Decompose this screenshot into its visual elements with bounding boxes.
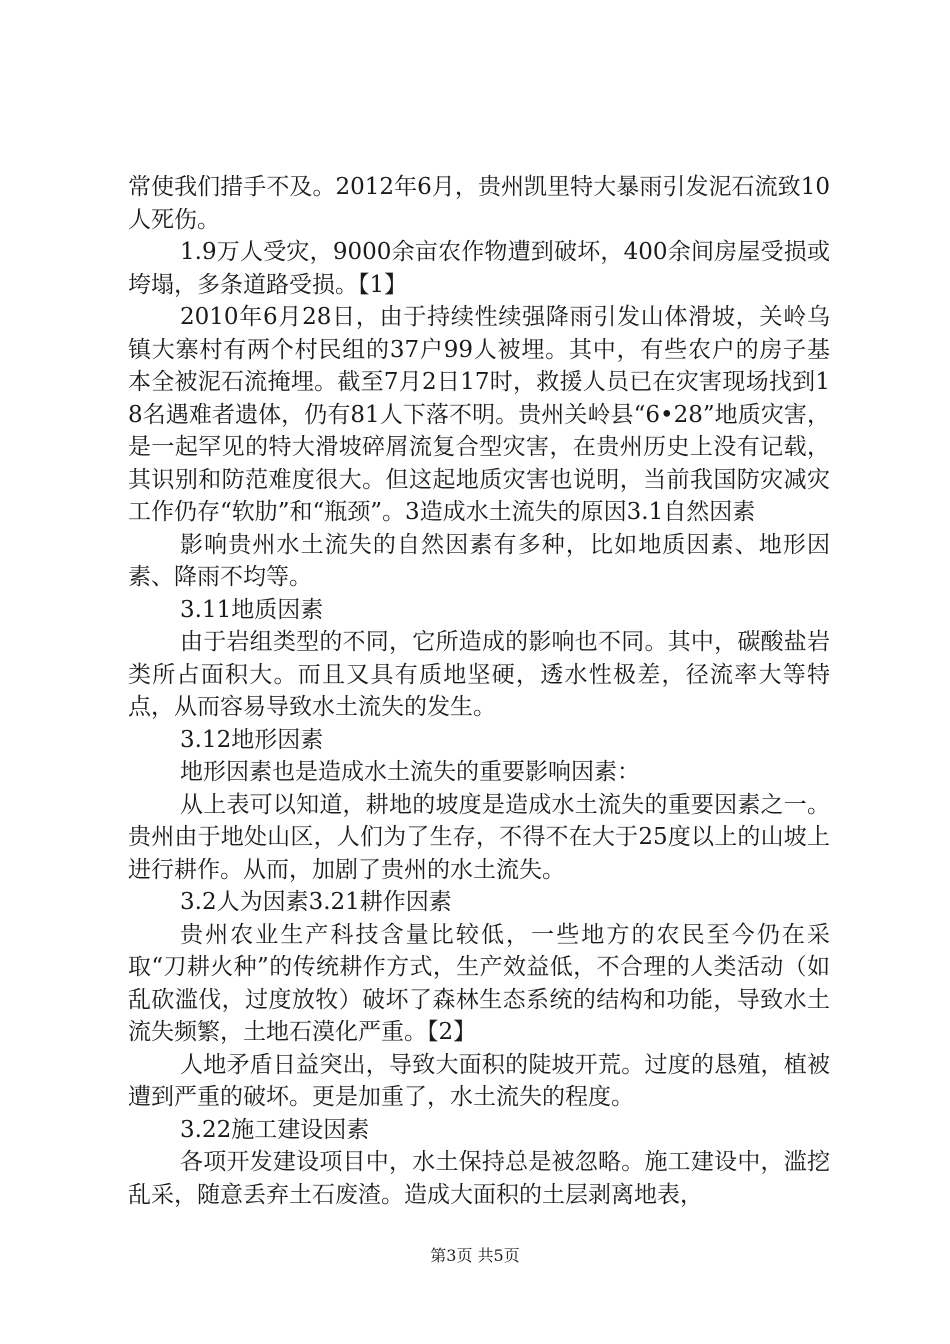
paragraph-1: 常使我们措手不及。2012年6月，贵州凯里特大暴雨引发泥石流致10人死伤。 (128, 174, 830, 233)
paragraph-6: 地形因素也是造成水土流失的重要影响因素： (180, 759, 640, 785)
paragraph-7: 从上表可以知道，耕地的坡度是造成水土流失的重要因素之一。贵州由于地处山区，人们为了生存，不得不在大于25度以上的山坡上进行耕作。从而，加剧了贵州的水土流失。 (128, 791, 830, 883)
paragraph-3: 2010年6月28日，由于持续性续强降雨引发山体滑坡，关岭乌镇大寨村有两个村民组的37户99人被埋。其中，有些农户的房子基本全被泥石流掩埋。截至7月2日17时，救援人员已在灾害现场找到18名遇难者遗体，仍有81人下落不明。贵州关岭县“6•28”地质灾害，是一起罕见的特大滑坡碎屑流复合型灾害，在贵州历史上没有记载，其识别和防范难度很大。但这起地质灾害也说明，当前我国防灾减灾工作仍存“软肋”和“瓶颈”。3造成水土流失的原因3.1自然因素 (128, 304, 830, 525)
section-heading-3-22: 3.22施工建设因素 (180, 1116, 370, 1143)
paragraph-5: 由于岩组类型的不同，它所造成的影响也不同。其中，碳酸盐岩类所占面积大。而且又具有质地坚硬，透水性极差，径流率大等特点，从而容易导致水土流失的发生。 (128, 629, 830, 720)
paragraph-9: 人地矛盾日益突出，导致大面积的陡坡开荒。过度的恳殖，植被遭到严重的破坏。更是加重了，水土流失的程度。 (128, 1051, 830, 1110)
page-footer (0, 1243, 950, 1266)
paragraph-2: 1.9万人受灾，9000余亩农作物遭到破坏，400余间房屋受损或垮塌，多条道路受损。【1】 (128, 239, 830, 298)
paragraph-4: 影响贵州水土流失的自然因素有多种，比如地质因素、地形因素、降雨不均等。 (128, 531, 830, 590)
paragraph-10: 各项开发建设项目中，水土保持总是被忽略。施工建设中，滥挖乱采，随意丢弃土石废渣。造成大面积的土层剥离地表， (128, 1149, 830, 1208)
section-heading-3-11: 3.11地质因素 (180, 596, 324, 623)
paragraph-8: 贵州农业生产科技含量比较低，一些地方的农民至今仍在采取“刀耕火种”的传统耕作方式，生产效益低，不合理的人类活动（如乱砍滥伐，过度放牧）破坏了森林生态系统的结构和功能，导致水土流失频繁，土地石漠化严重。【2】 (128, 921, 830, 1045)
document-body (128, 171, 830, 1211)
section-heading-3-12: 3.12地形因素 (180, 726, 324, 753)
page-number-label: 第3页 共5页 (430, 1246, 520, 1265)
section-heading-3-2: 3.2人为因素3.21耕作因素 (180, 889, 452, 915)
